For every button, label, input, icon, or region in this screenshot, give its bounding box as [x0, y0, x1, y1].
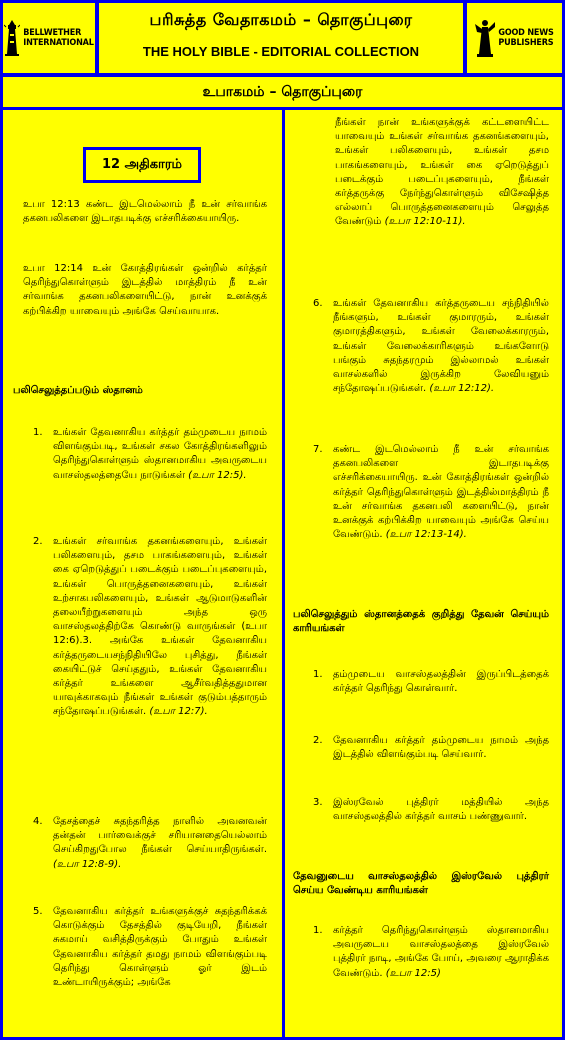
verse-reference: (உபா 12:12). [429, 383, 495, 395]
chapter-heading: 12 அதிகாரம் [83, 147, 201, 183]
list-item [313, 734, 549, 762]
list-item-number: 1. [313, 669, 323, 680]
section-heading-god-actions: பலிசெலுத்தும் ஸ்தானத்தைக் குறித்து தேவன் செய்யும் காரியங்கள் [293, 609, 549, 635]
intro-verse-13: உபா 12:13 கண்ட இடமெல்லாம் நீ உன் சர்வாங்க தகனபலிகளை இடாதபடிக்கு எச்சரிக்கையாயிரு. [23, 199, 267, 225]
verse-reference: (உபா 12:5). [188, 469, 247, 481]
list-item [313, 668, 549, 696]
good-news-logo [467, 3, 562, 73]
verse-reference: (உபா 12:10-11). [384, 216, 466, 228]
page-title-english: THE HOLY BIBLE - EDITORIAL COLLECTION [142, 44, 420, 59]
list-item-number: 2. [313, 735, 323, 746]
title-banner [99, 3, 463, 73]
continuation-text [335, 116, 549, 230]
list-item-text: உங்கள் சர்வாங்க தகனங்களையும், உங்கள் பலிகளையும், தசம பாகங்களையும், உங்கள் கை ஏறெடுத்துப் படைக்கும் படைப்புகளையும், உங்கள் பொருத்தனைகளையும், உங்கள் உற்சாகபலிகளையும், உங்கள் ஆடுமாடுகளின் தலையீற்றுகளையும் அந்த ஒரு வாசஸ்தலத்திற்கே கொண்டு வாருங்கள் (உபா 12:6).3. அங்கே உங்கள் தேவனாகிய கர்த்தருடையசந்நிதியிலே புசித்து, நீங்கள் கையிட்டுச் செய்ததும், உங்கள் தேவனாகிய கர்த்தர் உங்களை ஆசீர்வதித்ததுமான யாவுக்காகவும் நீங்கள் உங்கள் குடும்பத்தாரும் சந்தோஷப்படுங்கள். [53, 536, 267, 718]
list-item-text: உங்கள் தேவனாகிய கர்த்தர் தம்முடைய நாமம் விளங்கும்படி, உங்கள் சகல கோத்திரங்களிலும் தெரிந்துகொள்ளும் ஸ்தானமாகிய அவருடைய வாசஸ்தலத்தையே நாடுங்கள் [53, 427, 267, 481]
verse-reference: (உபா 12:8-9). [53, 858, 122, 870]
list-item [313, 443, 549, 542]
list-item-number: 3. [313, 797, 323, 808]
list-item [313, 924, 549, 981]
list-item-number: 1. [313, 925, 323, 936]
list-item [33, 426, 267, 483]
lighthouse-icon [4, 20, 20, 56]
left-logo-line1: BELLWETHER [23, 28, 82, 38]
right-logo-line2: PUBLISHERS [498, 38, 554, 48]
list-item-text: தேவனாகிய கர்த்தர் தம்முடைய நாமம் அந்த இடத்தில் விளங்கும்படி செய்வார். [333, 735, 549, 761]
list-item-text: இஸ்ரவேல் புத்திரர் மத்தியில் அந்த வாசஸ்தலத்தில் கர்த்தர் வாசம் பண்ணுவார். [333, 797, 549, 823]
list-item-number: 1. [33, 427, 43, 438]
left-column [13, 110, 275, 1037]
list-item-number: 5. [33, 906, 43, 917]
page-title-tamil: பரிசுத்த வேதாகமம் – தொகுப்புரை [149, 10, 413, 29]
list-item-number: 4. [33, 816, 43, 827]
book-subtitle: உபாகமம் – தொகுப்புரை [3, 77, 562, 107]
bellwether-logo [3, 3, 95, 73]
left-logo-line2: INTERNATIONAL [23, 38, 94, 48]
list-item-number: 7. [313, 444, 323, 455]
right-logo-line1: GOOD NEWS [498, 28, 554, 38]
list-item-text: தம்முடைய வாசஸ்தலத்தின் இருப்பிடத்தைக் கர்த்தர் தெரிந்து கொள்வார். [333, 669, 549, 695]
list-item-text: தேவனாகிய கர்த்தர் உங்களுக்குச் சுதந்தரிக்கக் கொடுக்கும் தேசத்தில் குடியேறி, நீங்கள் சுகமாய் வசித்திருக்கும் போதும் உங்கள் தேவனாகிய கர்த்தர் தமது நாமம் விளங்கும்படி தெரிந்து கொள்ளும் ஓர் இடம் உண்டாயிருக்கும்; அங்கே [53, 906, 267, 989]
list-item [33, 535, 267, 720]
section-heading-israel-duties: தேவனுடைய வாசஸ்தலத்தில் இஸ்ரவேல் புத்திரர் செய்ய வேண்டிய காரியங்கள் [293, 871, 549, 897]
intro-verse-14: உபா 12:14 உன் கோத்திரங்கள் ஒன்றில் கர்த்தர் தெரிந்துகொள்ளும் இடத்தில் மாத்திரம் நீ உன் சர்வாங்க தகனபலிகளையிட்டு, நான் உனக்குக் கற்பிக்கிற யாவையும் அங்கே செய்வாயாக. [23, 263, 267, 317]
trumpet-angel-icon [475, 18, 495, 58]
content-panel [3, 110, 562, 1037]
right-column [293, 110, 555, 1037]
verse-reference: (உபா 12:7). [149, 706, 208, 718]
section-heading-sacrifice-place: பலிசெலுத்தப்படும் ஸ்தானம் [13, 385, 143, 396]
verse-reference: (உபா 12:13-14). [385, 529, 467, 541]
list-item-text: கர்த்தர் தெரிந்துகொள்ளும் ஸ்தானமாகிய அவருடைய வாசஸ்தலத்தை இஸ்ரவேல் புத்திரர் நாடி, அங்கே போய், அவரை ஆராதிக்க வேண்டும். [333, 925, 549, 979]
list-item [33, 905, 267, 990]
list-item-text: கண்ட இடமெல்லாம் நீ உன் சர்வாங்க தகனபலிகளை இடாதபடிக்கு எச்சரிக்கையாயிரு. உன் கோத்திரங்கள் ஒன்றில் கர்த்தர் தெரிந்துகொள்ளும் இடத்தில்மாத்திரம் நீ உன் சர்வாங்க தகனபலி களையிட்டு, நான் உனக்குக் கற்பிக்கிற யாவையும் அங்கே செய்ய வேண்டும். [333, 444, 549, 541]
list-item-number: 6. [313, 298, 323, 309]
list-item-text: உங்கள் தேவனாகிய கர்த்தருடைய சந்நிதியில் நீங்களும், உங்கள் குமாரரும், உங்கள் குமாரத்திகளும், உங்கள் வேலைக்காரரும், உங்கள் வேலைக்காரிகளும் உங்களோடு பங்கும் சுதந்தரமும் இல்லாமல் உங்கள் வாசல்களில் இருக்கிற லேவியனும் சந்தோஷப்படுங்கள். [333, 298, 549, 395]
list-item-number: 2. [33, 536, 43, 547]
continuation-body: நீங்கள் நான் உங்களுக்குக் கட்டளையிட்ட யாவையும் உங்கள் சர்வாங்க தகனங்களையும், உங்கள் பலிகளையும், உங்கள் தசம பாகங்களையும், உங்கள் கை ஏறெடுத்துப் படைக்கும் படைப்புகளையும், நீங்கள் கர்த்தருக்கு நேர்ந்துகொள்ளும் விசேஷித்த எல்லாப் பொருத்தனைகளையும் செலுத்த வேண்டும் [335, 117, 549, 228]
column-divider [282, 110, 285, 1037]
list-item [313, 796, 549, 824]
list-item-text: தேசத்தைச் சுதந்தரித்த நாளில் அவனவன் தன்தன் பார்வைக்குச் சரியானதையெல்லாம் செய்கிறதுபோல நீங்கள் செய்யாதிருங்கள். [53, 816, 267, 856]
list-item [33, 815, 267, 872]
verse-reference: (உபா 12:5) [385, 967, 441, 979]
list-item [313, 297, 549, 396]
